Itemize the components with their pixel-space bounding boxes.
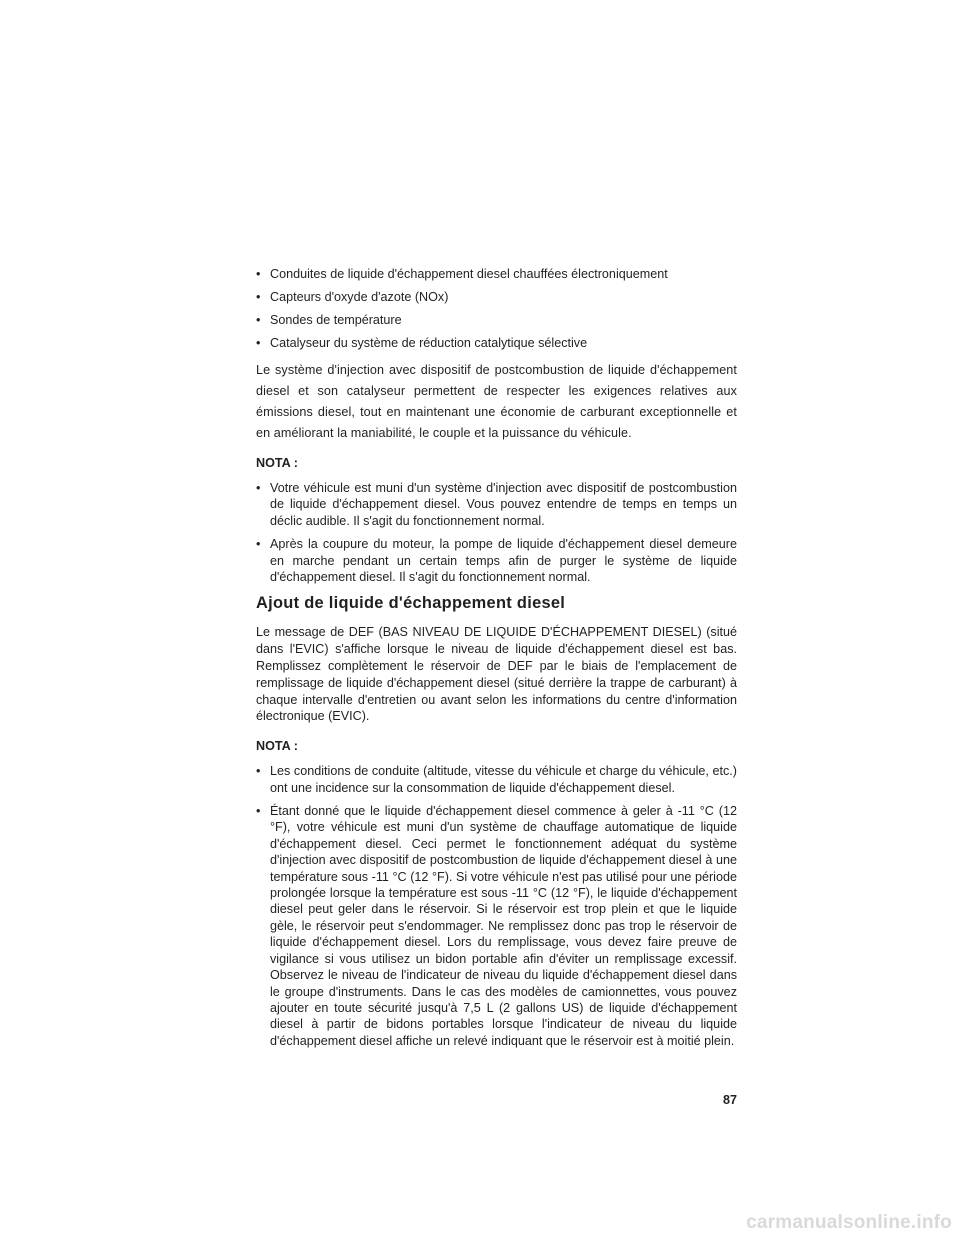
bullet-icon: • xyxy=(256,537,261,552)
nota-label: NOTA : xyxy=(256,456,298,470)
list-item: • Votre véhicule est muni d'un système d'injection avec dispositif de postcombustion de liquide d'échappement diesel. Vous pouvez entendre de temps en temps un déclic audible. Il s'agit du fonctionnement normal. xyxy=(256,481,737,528)
intro-paragraph: Le système d'injection avec dispositif de postcombustion de liquide d'échappement diesel et son catalyseur permettent de respecter les exigences relatives aux émissions diesel, tout en maintenant une économie de carburant exceptionnelle et en améliorant la maniabilité, le couple et la puissance du véhicule. xyxy=(256,363,737,440)
bullet-icon: • xyxy=(256,313,261,327)
list-item: • Sondes de température xyxy=(256,310,737,331)
watermark: carmanualsonline.info xyxy=(746,1212,952,1233)
bullet-icon: • xyxy=(256,481,261,495)
component-bullet-list xyxy=(256,264,737,354)
list-item: • Capteurs d'oxyde d'azote (NOx) xyxy=(256,287,737,308)
page-number: 87 xyxy=(722,1093,737,1107)
list-item: • Conduites de liquide d'échappement diesel chauffées électroniquement xyxy=(256,264,737,285)
section-paragraph: Le message de DEF (BAS NIVEAU DE LIQUIDE D'ÉCHAPPEMENT DIESEL) (situé dans l'EVIC) s'affiche lorsque le niveau de liquide d'échappement diesel est bas. Remplissez complètement le réservoir de DEF par le biais de l'emplacement de remplissage de liquide d'échappement diesel (situé derrière la trappe de carburant) à chaque intervalle d'entretien ou avant selon les informations du centre d'information électronique (EVIC). xyxy=(256,625,737,724)
bullet-icon: • xyxy=(256,290,261,304)
bullet-icon: • xyxy=(256,764,261,779)
section-heading: Ajout de liquide d'échappement diesel xyxy=(256,594,566,613)
list-item: • Les conditions de conduite (altitude, vitesse du véhicule et charge du véhicule, etc.) ont une incidence sur la consommation de liquide d'échappement diesel. xyxy=(256,764,737,795)
bullet-icon: • xyxy=(256,267,261,281)
bullet-icon: • xyxy=(256,804,261,819)
nota-label: NOTA : xyxy=(256,739,298,754)
list-item: • Après la coupure du moteur, la pompe de liquide d'échappement diesel demeure en marche pendant un certain temps afin de purger le système de liquide d'échappement diesel. Il s'agit du fonctionnement normal. xyxy=(256,537,737,585)
bullet-icon: • xyxy=(256,336,261,350)
nota-list xyxy=(256,763,737,1049)
nota-list xyxy=(256,480,737,585)
list-item: • Catalyseur du système de réduction catalytique sélective xyxy=(256,333,737,354)
manual-page-content xyxy=(256,264,737,1056)
list-item: • Étant donné que le liquide d'échappement diesel commence à geler à -11 °C (12 °F), votre véhicule est muni d'un système de chauffage automatique de liquide d'échappement diesel. Ceci permet le fonctionnement adéquat du système d'injection avec dispositif de postcombustion de liquide d'échappement diesel à une température sous -11 °C (12 °F). Si votre véhicule n'est pas utilisé pour une période prolongée lorsque la température est sous -11 °C (12 °F), le liquide d'échappement diesel peut geler dans le réservoir. Si le réservoir est trop plein et que le liquide gèle, le réservoir peut s'endommager. Ne remplissez donc pas trop le réservoir de liquide d'échappement diesel. Lors du remplissage, vous devez faire preuve de vigilance si vous utilisez un bidon portable afin d'éviter un remplissage excessif. Observez le niveau de l'indicateur de niveau du liquide d'échappement diesel dans le groupe d'instruments. Dans le cas des modèles de camionnettes, vous pouvez ajouter en toute sécurité jusqu'à 7,5 L (2 gallons US) de liquide d'échappement diesel à partir de bidons portables lorsque l'indicateur de niveau du liquide d'échappement diesel affiche un relevé indiquant que le réservoir est à moitié plein. xyxy=(256,804,737,1048)
